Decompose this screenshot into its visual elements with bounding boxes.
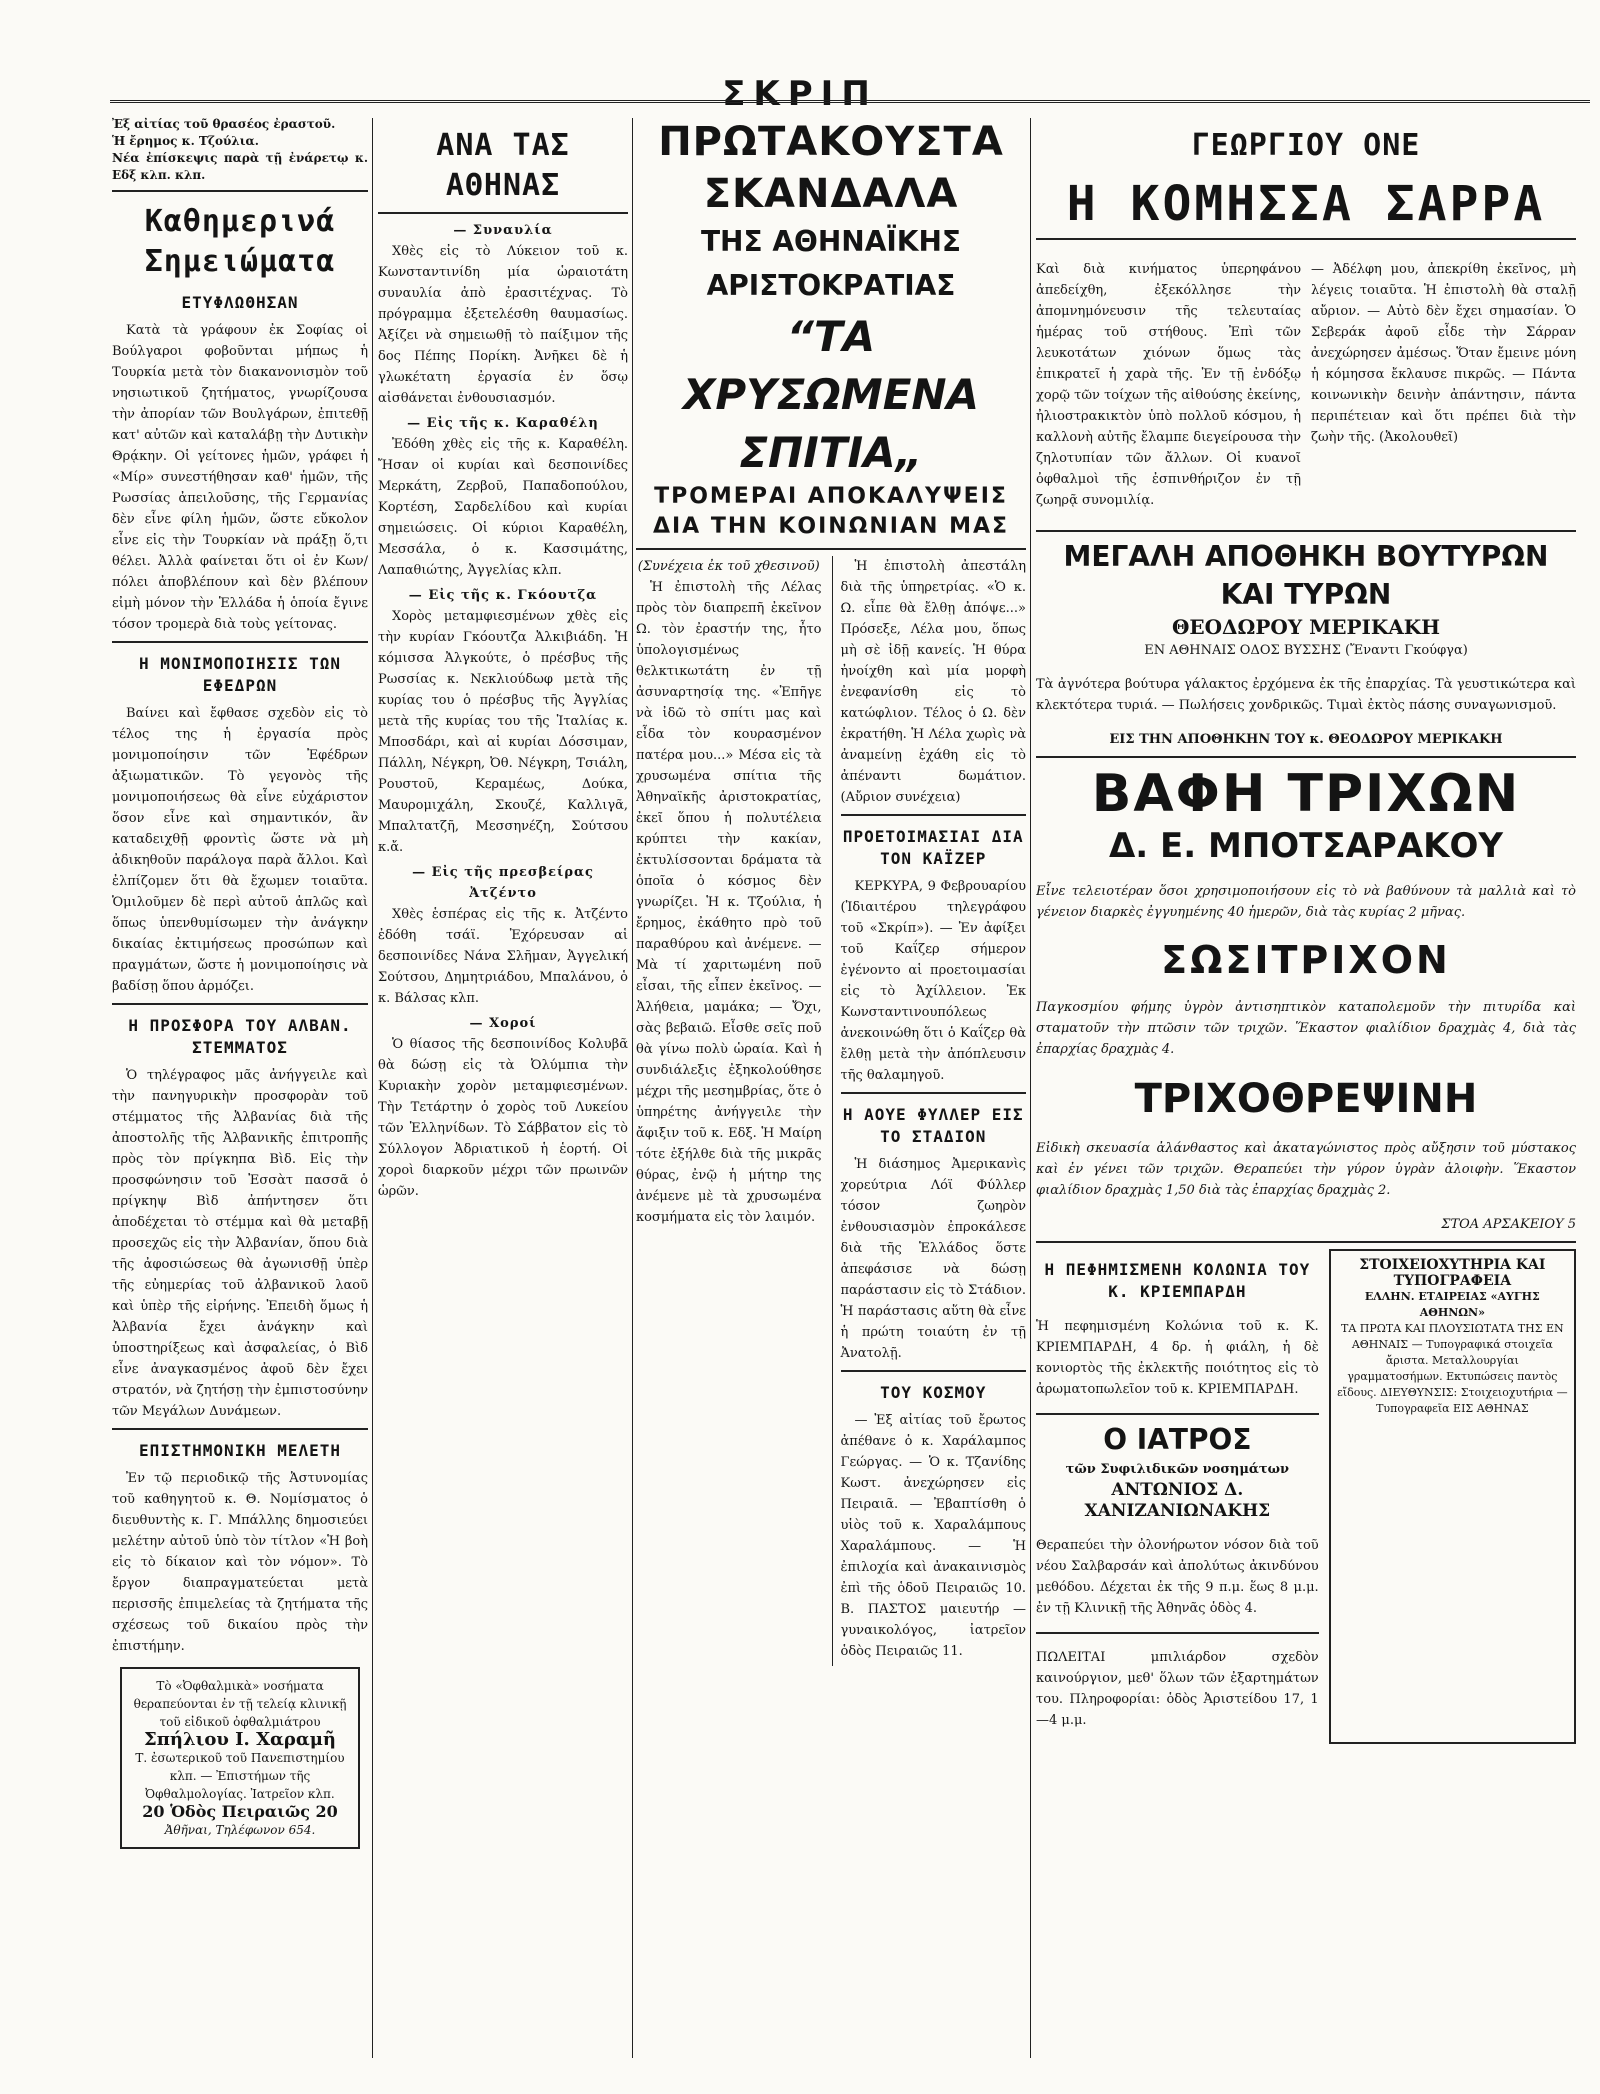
- item-text: Χορὸς μεταμφιεσμένων χθὲς εἰς τὴν κυρίαν Γκόουτζα Ἀλκιβιάδη. Ἡ κόμισσα Ἀλγκούτε, ὁ πρέσβυς τῆς Ρωσσίας κ. Νεκλιούδωφ μετὰ τῆς κυρίας του ὁ πρέσβυς τῆς Ἀγγλίας μετὰ τῆς κυρίας του τῆς Ἰταλίας κ. Μποσδάρι, καὶ αἱ κυρίαι Δόσσιμαν, Πάλλη, Νέγκρη, Ὀθ. Νέγκρη, Τσιάλη, Ρουστοῦ, Κεραμέως, Δούκα, Μαυρομιχάλη, Σκουζέ, Καλλιγᾶ, Μπαλτατζῆ, Μεσσηνέζη, Σούτσου κ.ἄ.: [378, 609, 628, 855]
- divider: [841, 1092, 1027, 1094]
- advertisement-ophthalmic: [120, 1667, 360, 1849]
- ad-sositrix-text: Παγκοσμίου φήμης ὑγρὸν ἀντισηπτικὸν καταπολεμοῦν τὴν πιτυρίδα καὶ σταματοῦν τὴν πτῶσιν τῶν τριχῶν. Ἕκαστον φιαλίδιον δραχμὰς 4, διὰ τὰς ἐπαρχίας δραχμὰς 4.: [1036, 1000, 1576, 1057]
- masthead-title: ΣΚΡΙΠ: [722, 74, 878, 114]
- article-text: Κατὰ τὰ γράφουν ἐκ Σοφίας οἱ Βούλγαροι φοβοῦνται μήπως ἡ Τουρκία μετὰ τὸν διακανονισμὸν τοῦ νησιωτικοῦ ζητήματος, γνωρίζουσα τὴν ἀπορίαν τῶν Βουλγάρων, ἐπιτεθῇ κατ' αὐτῶν καὶ καταλάβῃ τὴν Δυτικὴν Θρᾴκην. Οἱ γείτονες ἡμῶν, γράφει ἡ «Μίρ» συνεστήθησαν καθ' ἡμῶν, τῆς Ρωσσίας ἀπειλοῦσης, τῆς Γερμανίας δὲν εἶνε φίλη ἡμῶν, ὥστε εὔκολον εἶνε εἰς τὴν Τουρκίαν νὰ πράξῃ ὅ,τι θέλει. Ἀλλὰ φαίνεται ὅτι οἱ ἐν Κων/πόλει ἀποβλέπουν καὶ δὲν βλέπουν εἰμὴ μόνον τὴν Ἑλλάδα ἡ ὁποία ἔγινε τόσον τρομερὰ διὰ τοὺς γείτονας.: [112, 323, 368, 632]
- section-title: ΑΝΑ ΤΑΣ ΑΘΗΝΑΣ: [436, 128, 570, 203]
- divider: [841, 1370, 1027, 1372]
- column-divider: [632, 118, 633, 2058]
- ad-colony-text: Ἡ πεφημισμένη Κολώνια τοῦ κ. Κ. ΚΡΙΕΜΠΑΡΔΗ, 4 δρ. ἡ φιάλη, ἡ δὲ κονιορτὸς τῆς ἐκλεκτῆς ποιότητος εἰς τὸ ἀρωματοπωλεῖον τοῦ κ. ΚΡΙΕΜΠΑΡΔΗ.: [1036, 1319, 1319, 1397]
- ad-butter-owner: ΘΕΟΔΩΡΟΥ ΜΕΡΙΚΑΚΗ: [1171, 615, 1441, 639]
- section-title: Καθημερινά Σημειώματα: [144, 204, 336, 279]
- teaser-line: Ἐξ αἰτίας τοῦ θρασέος ἐραστοῦ.: [112, 117, 336, 131]
- box-heading: ΤΟΥ ΚΟΣΜΟΥ: [880, 1383, 987, 1402]
- ad-printing-box: [1329, 1249, 1576, 1744]
- box-text: ΚΕΡΚΥΡΑ, 9 Φεβρουαρίου (Ἰδιαιτέρου τηλεγράφου τοῦ «Σκρίπ»). — Ἐν ἀφίξει τοῦ Καΐζερ σήμερον ἐγένοντο αἱ προετοιμασίαι εἰς τὸ Ἀχίλλειον. Ἐκ Κωνσταντινουπόλεως ἀνεκοινώθη ὅτι ὁ Καΐζερ θὰ ἔλθῃ μετὰ τὴν ἀπόπλευσιν τῆς θαλαμηγοῦ.: [840, 879, 1026, 1083]
- ad-print-sub: ΕΛΛΗΝ. ΕΤΑΙΡΕΙΑΣ «ΑΥΓΗΣ ΑΘΗΝΩΝ»: [1364, 1290, 1540, 1319]
- ad-doctor-name: ΑΝΤΩΝΙΟΣ Δ. ΧΑΝΙΖΑΝΙΩΝΑΚΗΣ: [1084, 1480, 1271, 1521]
- divider: [1036, 1632, 1319, 1634]
- divider: [112, 1003, 368, 1005]
- ad-trix-title: ΤΡΙΧΟΘΡΕΨΙΝΗ: [1134, 1076, 1478, 1122]
- article-text: Ὁ τηλέγραφος μᾶς ἀνήγγειλε καὶ τὴν πανηγυρικὴν προσφορὰν τοῦ στέμματος τῆς Ἀλβανίας διὰ τῆς ἀποστολῆς τῆς Ἀλβανικῆς ἐπιτροπῆς πρὸς τὸν πρίγκηπα Βὶδ. Εἰς τὴν προσφώνησιν τοῦ Ἐσσὰτ πασσᾶ ὁ πρίγκηψ Βὶδ ἀπήντησεν ὅτι ἀποδέχεται τὸ στέμμα καὶ θὰ μεταβῇ προσεχῶς εἰς τὴν Ἀλβανίαν, ὅπου διὰ τῆς ἀφοσιώσεως θὰ ἀγωνισθῇ ὑπὲρ τῆς εὐημερίας τοῦ ἀλβανικοῦ λαοῦ καὶ ὑπὲρ τῆς εἰρήνης. Ἐπειδὴ ὅμως ἡ Ἀλβανία ἔχει ἀνάγκην καὶ ὑποστηρίξεως καὶ ἀσφαλείας, ὁ Βὶδ εἶνε ἀναγκασμένος ἀφοῦ δὲν ἔχει στρατόν, νὰ ζητήσῃ τὴν ἐμπιστοσύνην τῶν Μεγάλων Δυνάμεων.: [112, 1068, 368, 1419]
- masthead-rule: [110, 100, 1590, 103]
- ad-sale-text: ΠΩΛΕΙΤΑΙ μπιλιάρδον σχεδὸν καινούργιον, μεθ' ὅλων τῶν ἐξαρτημάτων του. Πληροφορίαι: ὁδὸς Ἀριστείδου 17, 1—4 μ.μ.: [1036, 1650, 1319, 1728]
- feature-text: Ἡ ἐπιστολὴ ἀπεστάλη διὰ τῆς ὑπηρετρίας. «Ὁ κ. Ω. εἶπε θὰ ἔλθῃ ἀπόψε...» Πρόσεξε, Λέλα μου, ὅπως μὴ σὲ ἰδῇ κανείς. Ἡ θύρα ἠνοίχθη καὶ μία μορφὴ ἐνεφανίσθη εἰς τὸ κατώφλιον. Τέλος ὁ Ω. δὲν ἐκρατήθη. Ἡ Λέλα χωρὶς νὰ ἀναμείνῃ ἐχάθη εἰς τὸ ἀπέναντι δωμάτιον. (Αὔριον συνέχεια): [840, 559, 1026, 805]
- column-3: [636, 116, 1026, 2046]
- divider: [112, 190, 368, 192]
- serial-author: ΓΕΩΡΓΙΟΥ ΟΝΕ: [1191, 128, 1421, 163]
- ad-hair-owner: Δ. Ε. ΜΠΟΤΣΑΡΑΚΟΥ: [1108, 826, 1504, 866]
- column-1: [112, 116, 368, 2046]
- article-text: Βαίνει καὶ ἔφθασε σχεδὸν εἰς τὸ τέλος της ἡ ἐργασία πρὸς μονιμοποίησιν τῶν Ἐφέδρων ἀξιωματικῶν. Τὸ γεγονὸς τῆς μονιμοποιήσεως θὰ εἶνε εὐχάριστον ὅσον εἶνε καὶ σημαντικόν, ἂν καταδειχθῇ φροντὶς ὥστε νὰ μὴ ἀδικηθοῦν παράλογα παρὰ ἄλλοι. Καὶ ἐλπίζομεν ὅτι θὰ ἔχωμεν τοιαῦτα. Ὁμιλοῦμεν δὲ περὶ αὐτοῦ ἁπλῶς καὶ ὅπως ὑπενθυμίσωμεν τὴν ἀνάγκην δικαίας ἐκτιμήσεως προσώπων καὶ πραγμάτων, ὥστε ἡ μονιμοποίησις νὰ βαδίσῃ ὅπου ἀρμόζει.: [112, 706, 368, 994]
- article-heading: Η ΠΡΟΣΦΟΡΑ ΤΟΥ ΑΛΒΑΝ. ΣΤΕΜΜΑΤΟΣ: [128, 1016, 352, 1057]
- feature-left: [636, 556, 822, 1666]
- ad-stoa: ΣΤΟΑ ΑΡΣΑΚΕΙΟΥ 5: [1441, 1217, 1576, 1232]
- article-text: Ἐν τῷ περιοδικῷ τῆς Ἀστυνομίας τοῦ καθηγητοῦ κ. Θ. Νομίσματος ὁ διευθυντὴς κ. Γ. Μπάλλης δημοσιεύει μελέτην αὐτοῦ ὑπὸ τὸν τίτλον «Ἡ βοὴ εἰς τὸ δίκαιον καὶ τὸν νόμον». Τὸ ἔργον διαπραγματεύεται μετὰ περισσῆς ἐπιμελείας τὰ ζητήματα τῆς σχέσεως τοῦ δικαίου πρὸς τὴν ἐπιστήμην.: [112, 1471, 368, 1654]
- divider: [1036, 756, 1576, 758]
- feature-title: ΠΡΩΤΑΚΟΥΣΤΑ ΣΚΑΝΔΑΛΑ: [658, 119, 1004, 217]
- ad-left-stack: [1036, 1249, 1319, 1744]
- article-heading: ΕΠΙΣΤΗΜΟΝΙΚΗ ΜΕΛΕΤΗ: [138, 1441, 342, 1460]
- ad-butter-text: Τὰ ἀγνότερα βούτυρα γάλακτος ἐρχόμενα ἐκ τῆς ἐπαρχίας. Τὰ γευστικώτερα καὶ κλεκτότερα τυριά. — Πωλήσεις χονδρικῶς. Τιμαὶ ἐκτὸς πάσης συναγωνισμοῦ.: [1036, 677, 1576, 713]
- column-2: [378, 116, 628, 2046]
- box-text: — Ἐξ αἰτίας τοῦ ἔρωτος ἀπέθανε ὁ κ. Χαράλαμπος Γεώργας. — Ὁ κ. Τζανίδης Κωστ. ἀνεχώρησεν εἰς Πειραιᾶ. — Ἐβαπτίσθη ὁ υἱὸς τοῦ κ. Χαραλάμπους Χαραλάμπους. — Ἡ ἐπιλοχία καὶ ἀνακαινισμὸς ἐπὶ τῆς ὁδοῦ Πειραιῶς 10. Β. ΠΑΣΤΟΣ μαιευτήρ — γυναικολόγος, ἰατρεῖον ὁδὸς Πειραιῶς 11.: [840, 1413, 1026, 1659]
- divider: [636, 548, 1026, 550]
- item-text: Χθὲς εἰς τὸ Λύκειον τοῦ κ. Κωνσταντινίδη μία ὡραιοτάτη συναυλία ἀπὸ ἐρασιτέχνας. Τὸ πρόγραμμα ἐξετελέσθη θαυμασίως. Ἀξίζει νὰ σημειωθῇ τὸ παίξιμον τῆς δος Πέπης Πορίκη. Ἀνῆκει δὲ ἡ γλωκέτατη ἐργασία ἐν ὅσῳ αἰσθάνεται ἐνθουσιασμόν.: [378, 244, 628, 406]
- divider: [1036, 1241, 1576, 1243]
- teaser-line: Ἡ ἔρημος κ. Τζούλια.: [112, 134, 259, 148]
- divider: [841, 814, 1027, 816]
- item-heading: — Εἰς τῆς πρεσβείρας Ἀτζέντο: [412, 865, 594, 901]
- item-text: Χθὲς ἑσπέρας εἰς τῆς κ. Ἀτζέντο ἐδόθη τσάϊ. Ἐχόρευσαν αἱ δεσποινίδες Νάνα Σλῆμαν, Ἀγγελική Σούτσου, Δημητριάδου, Μπαλάνου, ὁ κ. Βάλσας κλπ.: [378, 907, 628, 1006]
- ad-print-text: ΤΑ ΠΡΩΤΑ ΚΑΙ ΠΛΟΥΣΙΩΤΑΤΑ ΤΗΣ ΕΝ ΑΘΗΝΑΙΣ — Τυπογραφικά στοιχεῖα ἄριστα. Μεταλλουργίαι γραμματοσήμων. Εκτυπώσεις παντὸς εἴδους. ΔΙΕΥΘΥΝΣΙΣ: Στοιχειοχυτήρια — Τυπογραφεῖα ΕΙΣ ΑΘΗΝΑΣ: [1337, 1322, 1568, 1415]
- ad-doctor-title: Ο ΙΑΤΡΟΣ: [1103, 1423, 1252, 1456]
- item-heading: — Εἰς τῆς κ. Καραθέλη: [407, 416, 599, 431]
- serial-text: Καὶ διὰ κινήματος ὑπερηφάνου ἀπεδείχθη, ἐξεκόλλησε τὴν ἀπομνημόνευσιν τῆς τελευταίας ἡμέρας τοῦ στήθους. Ἐπὶ τῶν λευκοτάτων χιόνων ὅμως τὰς ἐπικρατεῖ ἡ χαρὰ τῆς. Ἐν τῇ ἐνδόξῳ χορῷ τῶν τοίχων τῆς αἰθούσης ἐκείνης, ἠλιοστρακικτὸν ὑπὸ πολλοῦ κόσμου, ἡ καλλονὴ αὐτῆς ἔλαμπε διεγείρουσα τὴν ζηλοτυπίαν τῶν ἄλλων. Οἱ κυανοῖ ὀφθαλμοὶ τῆς ἐσπινθήριζον ἐν τῇ ζωηρᾷ συνομιλίᾳ.: [1036, 262, 1301, 508]
- item-text: Ἐδόθη χθὲς εἰς τῆς κ. Καραθέλη. Ἤσαν οἱ κυρίαι καὶ δεσποινίδες Μερκάτη, Ζερβοῦ, Παπαδοπούλου, Κορτέση, Σαρδελίδου καὶ κυρίαι σημειώσεις. Οἱ κύριοι Καραθέλη, Μεσσάλα, ὁ κ. Κασσιμάτης, Λαπαθιώτης, Ἀγγελίας κλπ.: [378, 437, 628, 578]
- ad-butter-address: ΕΝ ΑΘΗΝΑΙΣ ΟΔΟΣ ΒΥΣΣΗΣ (Ἔναντι Γκούφγα): [1144, 643, 1468, 658]
- continuation-note: (Συνέχεια ἐκ τοῦ χθεσινοῦ): [637, 559, 820, 574]
- ad-address: 20 Ὁδὸς Πειραιῶς 20: [142, 1802, 338, 1821]
- divider: [1036, 238, 1576, 240]
- ad-text: Τ. ἐσωτερικοῦ τοῦ Πανεπιστημίου κλπ. — Ἐπιστήμων τῆς Ὀφθαλμολογίας. Ἰατρεῖον κλπ.: [135, 1751, 345, 1801]
- serial-title: Η ΚΟΜΗΣΣΑ ΣΑΡΡΑ: [1066, 176, 1546, 232]
- serial-body: [1036, 246, 1576, 524]
- ad-butter-footer: ΕΙΣ ΤΗΝ ΑΠΟΘΗΚΗΝ ΤΟΥ κ. ΘΕΟΔΩΡΟΥ ΜΕΡΙΚΑΚΗ: [1109, 732, 1503, 747]
- ad-hair-text: Εἶνε τελειοτέραν ὅσοι χρησιμοποιήσουν εἰς τὸ νὰ βαθύνουν τὰ μαλλιὰ καὶ τὸ γένειον διαρκὲς ἐγγυημένης 40 ἡμερῶν, διὰ τὰς κυρίας 2 μῆνας.: [1036, 884, 1576, 920]
- serial-text: — Ἀδέλφη μου, ἀπεκρίθη ἐκεῖνος, μὴ λέγεις τοιαῦτα. Ἡ ἐπιστολὴ θὰ σταλῇ αὔριον. — Αὐτὸ δὲν ἔχει σημασίαν. Ὁ Σεβεράκ ἀφοῦ εἶδε τὴν Σάρραν ἀνεχώρησεν ἀμέσως. Ὅταν ἔμεινε μόνη ἡ κόμησσα ἔκλαυσε πικρῶς. — Πάντα κοινωνικὴν δεινὴν ἀπάντησιν, πάντα περιπέτειαν καὶ ὅτι πρέπει διὰ τὴν ζωὴν τῆς. (Ἀκολουθεῖ): [1311, 262, 1576, 445]
- divider: [112, 1428, 368, 1430]
- column-4: [1036, 116, 1576, 2046]
- ad-print-title: ΣΤΟΙΧΕΙΟΧΥΤΗΡΙΑ ΚΑΙ ΤΥΠΟΓΡΑΦΕΙΑ: [1359, 1257, 1546, 1289]
- divider: [1036, 1413, 1319, 1415]
- ad-doctor-sub: τῶν Συφιλιδικῶν νοσημάτων: [1065, 1462, 1290, 1477]
- divider: [112, 641, 368, 643]
- ad-sositrix-title: ΣΩΣΙΤΡΙΧΟΝ: [1161, 938, 1451, 982]
- ad-trix-text: Εἰδικὴ σκευασία ἀλάνθαστος καὶ ἀκαταγώνιστος πρὸς αὔξησιν τοῦ μύστακος καὶ ἐν γένει τῶν τριχῶν. Θεραπεύει τὴν γύρον ὑγρὰν ἀλοιφὴν. Ἕκαστον φιαλίδιον δραχμὰς 1,50 διὰ τὰς ἐπαρχίας δραχμὰς 2.: [1036, 1141, 1576, 1198]
- column-divider: [1030, 118, 1031, 2058]
- article-heading: Η ΜΟΝΙΜΟΠΟΙΗΣΙΣ ΤΩΝ ΕΦΕΔΡΩΝ: [138, 654, 342, 695]
- teaser-line: Νέα ἐπίσκεψις παρὰ τῇ ἐνάρετῳ κ. Εδξ κλπ. κλπ.: [112, 151, 368, 182]
- feature-body: [636, 556, 1026, 1666]
- ad-hair-title: ΒΑΦΗ ΤΡΙΧΩΝ: [1091, 764, 1521, 824]
- divider: [1036, 530, 1576, 532]
- ad-name: Σπήλιου Ι. Χαραμῆ: [144, 1729, 336, 1750]
- box-text: Ἡ διάσημος Ἀμερικανὶς χορεύτρια Λόϊ Φύλλερ τόσον ζωηρὸν ἐνθουσιασμὸν ἐπροκάλεσε διὰ τῆς Ἑλλάδος ὅστε ἀπεφάσισε νὰ δώσῃ παράστασιν εἰς τὸ Στάδιον. Ἡ παράστασις αὕτη θὰ εἶνε ἡ πρώτη τοιαύτη ἐν τῇ Ἀνατολῇ.: [840, 1157, 1026, 1361]
- teaser-lines: [112, 116, 368, 184]
- item-heading: — Συναυλία: [453, 223, 553, 238]
- feature-subtitle: ΤΡΟΜΕΡΑΙ ΑΠΟΚΑΛΥΨΕΙΣ ΔΙΑ ΤΗΝ ΚΟΙΝΩΝΙΑΝ ΜΑΣ: [652, 484, 1010, 539]
- ad-text: Τὸ «Ὀφθαλμικὰ» νοσήματα θεραπεύονται ἐν τῇ τελείᾳ κλινικῇ τοῦ εἰδικοῦ ὀφθαλμιάτρου: [133, 1679, 347, 1729]
- feature-title: ΤΗΣ ΑΘΗΝΑΪΚΗΣ ΑΡΙΣΤΟΚΡΑΤΙΑΣ: [700, 225, 962, 302]
- divider: [378, 212, 628, 214]
- ad-phone: Ἀθῆναι, Τηλέφωνον 654.: [164, 1823, 316, 1837]
- item-heading: — Χοροί: [469, 1016, 537, 1031]
- feature-text: Ἡ ἐπιστολὴ τῆς Λέλας πρὸς τὸν διαπρεπῆ ἐκεῖνον Ω. τὸν ἐραστήν της, ἦτο ὑπολογισμένως θελκτικωτάτη ἐν τῇ ἀσυναρτησίᾳ της. «Ἐπῆγε νὰ ἰδῶ τὸ σπίτι μας καὶ εἶδα τὸν κουρασμένον πατέρα μου...» Μέσα εἰς τὰ χρυσωμένα σπίτια τῆς Ἀθηναϊκῆς ἀριστοκρατίας, ἐκεῖ ὅπου ἡ πολυτέλεια κρύπτει τὴν κακίαν, ἐκτυλίσσονται δράματα τὰ ὁποῖα ὁ κόσμος δὲν γνωρίζει. Ἡ κ. Τζούλια, ἡ ἔρημος, ἐκάθητο πρὸ τοῦ παραθύρου καὶ ἀνέμενε. — Μὰ τί χαριτωμένη ποῦ εἶσαι, τῆς εἶπεν ἐκεῖνος. — Ἀλήθεια, μαμάκα; — Ὄχι, σὰς βεβαιῶ. Εἶσθε σεῖς ποῦ θὰ γίνω πολὺ ὡραία. Καὶ ἡ συνδιάλεξις ἐξηκολούθησε μέχρι τῆς μεσημβρίας, ὅτε ὁ ὑπηρέτης ἀνήγγειλε τὴν ἄφιξιν τοῦ κ. Εδξ. Ἡ Μαίρη τότε ἐξήλθε διὰ τῆς μικρᾶς θύρας, ἐνῷ ἡ μήτηρ της ἀνέμενε μὲ τὰ χρυσωμένα κοσμήματα εἰς τὸν λαιμόν.: [636, 580, 822, 1225]
- ad-doctor-text: Θεραπεύει τὴν ὀλονήρωτον νόσον διὰ τοῦ νέου Σαλβαρσάν καὶ ἀπολύτως ἀκινδύνου μεθόδου. Δέχεται ἐκ τῆς 9 π.μ. ἕως 8 μ.μ. ἐν τῇ Κλινικῇ τῆς Ἀθηνᾶς ὁδὸς 4.: [1036, 1538, 1319, 1616]
- box-heading: Η ΑΟΥΕ ΦΥΛΛΕΡ ΕΙΣ ΤΟ ΣΤΑΔΙΟΝ: [842, 1105, 1024, 1146]
- ad-butter-title: ΜΕΓΑΛΗ ΑΠΟΘΗΚΗ ΒΟΥΤΥΡΩΝ ΚΑΙ ΤΥΡΩΝ: [1063, 540, 1549, 611]
- ad-bottom-row: [1036, 1249, 1576, 1744]
- article-heading: ΕΤΥΦΛΩΘΗΣΑΝ: [181, 293, 299, 312]
- item-heading: — Εἰς τῆς κ. Γκόουτζα: [408, 588, 598, 603]
- column-divider: [372, 118, 373, 2058]
- feature-title: “ΤΑ ΧΡΥΣΩΜΕΝΑ ΣΠΙΤΙΑ„: [682, 312, 980, 477]
- ad-colony-title: Η ΠΕΦΗΜΙΣΜΕΝΗ ΚΟΛΩΝΙΑ ΤΟΥ Κ. ΚΡΙΕΜΠΑΡΔΗ: [1044, 1260, 1311, 1301]
- item-text: Ὁ θίασος τῆς δεσποινίδος Κολυβᾶ θὰ δώσῃ εἰς τὰ Ὀλύμπια τὴν Κυριακὴν χορὸν μεταμφιεσμένων. Τὴν Τετάρτην ὁ χορὸς τοῦ Λυκείου τῶν Ἑλληνίδων. Τὸ Σάββατον εἰς τὸ Σύλλογον Ἀδριατικοῦ ἡ ἑορτή. Οἱ χοροὶ διαρκοῦν μέχρι τῶν πρωινῶν ὡρῶν.: [378, 1037, 628, 1199]
- feature-right: [832, 556, 1027, 1666]
- box-heading: ΠΡΟΕΤΟΙΜΑΣΙΑΙ ΔΙΑ ΤΟΝ ΚΑΪΖΕΡ: [842, 827, 1024, 868]
